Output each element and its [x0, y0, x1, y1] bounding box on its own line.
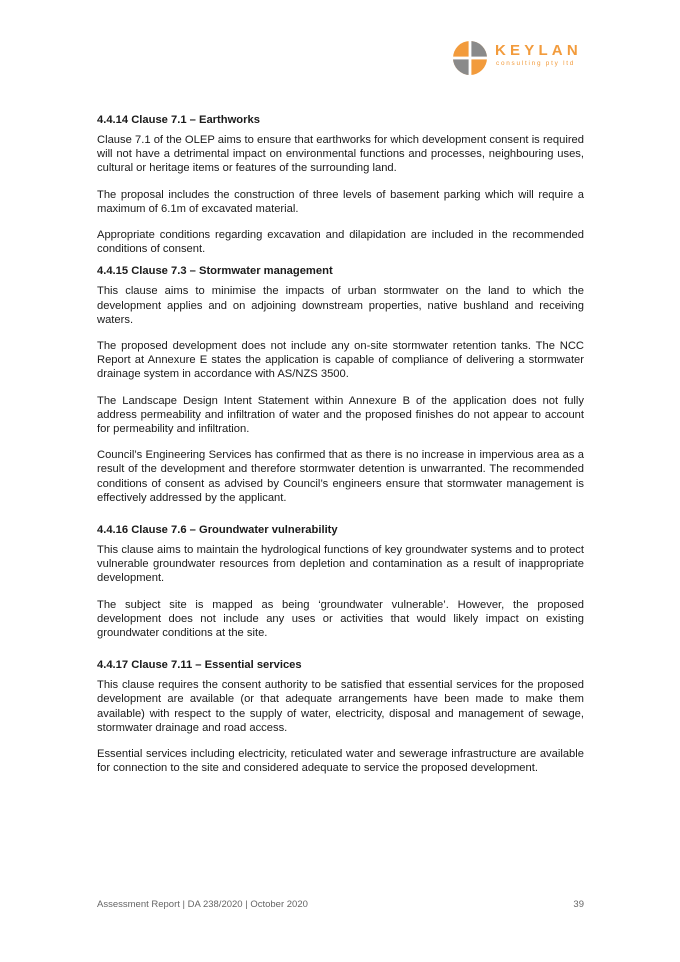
section-heading: 4.4.15 Clause 7.3 – Stormwater management [97, 265, 333, 278]
document-body [97, 113, 584, 788]
logo-brand-name: KEYLAN [495, 42, 582, 59]
paragraph: Essential services including electricity, reticulated water and sewerage infrastructure are available for connection to the site and considered adequate to service the proposed development. [97, 748, 584, 775]
paragraph: The proposal includes the construction of three levels of basement parking which will require a maximum of 6.1m of excavated material. [97, 188, 584, 215]
paragraph: Council’s Engineering Services has confirmed that as there is no increase in impervious area as a result of the development and therefore stormwater detention is unwarranted. The recommended conditions of consent as advised by Council’s engineers ensure that stormwater management is effectively addressed by the applicant. [97, 449, 584, 504]
page-footer [97, 899, 584, 910]
keylan-logo-mark-icon [452, 40, 488, 76]
paragraph: This clause aims to maintain the hydrological functions of key groundwater systems and to protect vulnerable groundwater resources from depletion and contamination as a result of inappropriate development. [97, 544, 584, 585]
section-heading: 4.4.14 Clause 7.1 – Earthworks [97, 114, 260, 126]
paragraph: This clause aims to minimise the impacts of urban stormwater on the land to which the development applies and on adjoining downstream properties, native bushland and receiving waters. [97, 285, 584, 326]
section-groundwater [97, 523, 584, 640]
section-stormwater [97, 264, 584, 505]
page-number: 39 [573, 899, 584, 910]
paragraph: The subject site is mapped as being ‘groundwater vulnerable’. However, the proposed development does not include any uses or activities that would likely impact on existing groundwater conditions at the site. [97, 598, 584, 640]
paragraph: This clause requires the consent authority to be satisfied that essential services for the proposed development are available (or that adequate arrangements have been made to make them available) with respect to the supply of water, electricity, disposal and management of sewage, stormwater drainage and road access. [97, 679, 584, 734]
paragraph: Appropriate conditions regarding excavation and dilapidation are included in the recommended conditions of consent. [97, 229, 584, 256]
paragraph: The Landscape Design Intent Statement within Annexure B of the application does not fully address permeability and infiltration of water and the proposed finishes do not appear to account for permeability and infiltration. [97, 394, 584, 436]
section-heading: 4.4.17 Clause 7.11 – Essential services [97, 659, 302, 672]
footer-text: Assessment Report | DA 238/2020 | October 2020 [97, 899, 308, 910]
section-earthworks [97, 113, 584, 256]
paragraph: The proposed development does not include any on-site stormwater retention tanks. The NCC Report at Annexure E states the application is capable of compliance of delivering a stormwater drainage system in accordance with AS/NZS 3500. [97, 340, 584, 381]
paragraph: Clause 7.1 of the OLEP aims to ensure that earthworks for which development consent is required will not have a detrimental impact on environmental functions and processes, neighbouring uses, cultural or heritage items or features of the surrounding land. [97, 134, 584, 175]
logo-tagline: consulting pty ltd [496, 60, 576, 67]
section-heading: 4.4.16 Clause 7.6 – Groundwater vulnerability [97, 524, 338, 537]
section-essential-services [97, 658, 584, 775]
keylan-logo [452, 40, 602, 76]
